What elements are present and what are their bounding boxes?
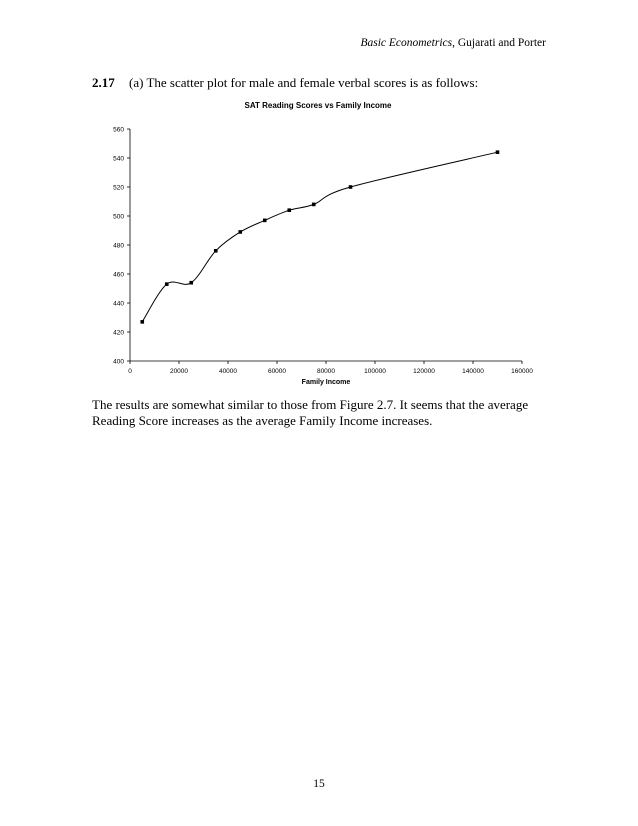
x-tick-label: 60000 xyxy=(267,368,287,375)
x-tick-label: 120000 xyxy=(413,368,435,375)
problem-text: (a) The scatter plot for male and female verbal scores is as follows: xyxy=(129,75,479,90)
data-point xyxy=(263,219,267,223)
line-chart xyxy=(0,0,638,400)
data-point xyxy=(287,208,291,212)
x-tick-label: 20000 xyxy=(169,368,189,375)
data-points xyxy=(140,150,499,323)
data-point xyxy=(312,203,316,207)
y-tick-label: 440 xyxy=(113,300,124,308)
y-tick-label: 540 xyxy=(113,155,124,163)
x-tick-label: 0 xyxy=(128,368,132,375)
y-axis-ticks xyxy=(113,126,130,365)
x-tick-label: 140000 xyxy=(462,368,484,375)
body-paragraph: The results are somewhat similar to those from Figure 2.7. It seems that the average Reading Score increases as the average Family Income increases. xyxy=(92,397,529,428)
x-axis-label: Family Income xyxy=(301,379,351,386)
x-tick-label: 160000 xyxy=(511,368,533,375)
y-tick-label: 420 xyxy=(113,329,124,337)
data-point xyxy=(349,185,353,189)
y-tick-label: 400 xyxy=(113,358,124,366)
data-point xyxy=(189,281,193,285)
problem-number: 2.17 xyxy=(92,75,115,90)
x-axis-ticks xyxy=(128,361,533,375)
x-tick-label: 40000 xyxy=(218,368,238,375)
x-tick-label: 80000 xyxy=(316,368,336,375)
data-point xyxy=(238,230,242,234)
book-authors: , Gujarati and Porter xyxy=(452,37,546,49)
page-number: 15 xyxy=(313,778,325,790)
data-point xyxy=(165,282,169,286)
chart-title: SAT Reading Scores vs Family Income xyxy=(244,101,392,110)
y-tick-label: 460 xyxy=(113,271,124,279)
y-tick-label: 480 xyxy=(113,242,124,250)
y-tick-label: 500 xyxy=(113,213,124,221)
book-title: Basic Econometrics xyxy=(360,37,453,49)
data-point xyxy=(140,320,144,324)
x-tick-label: 100000 xyxy=(364,368,386,375)
data-point xyxy=(496,150,500,154)
data-point xyxy=(214,249,218,253)
y-tick-label: 560 xyxy=(113,126,124,134)
series-line xyxy=(142,152,497,322)
y-tick-label: 520 xyxy=(113,184,124,192)
